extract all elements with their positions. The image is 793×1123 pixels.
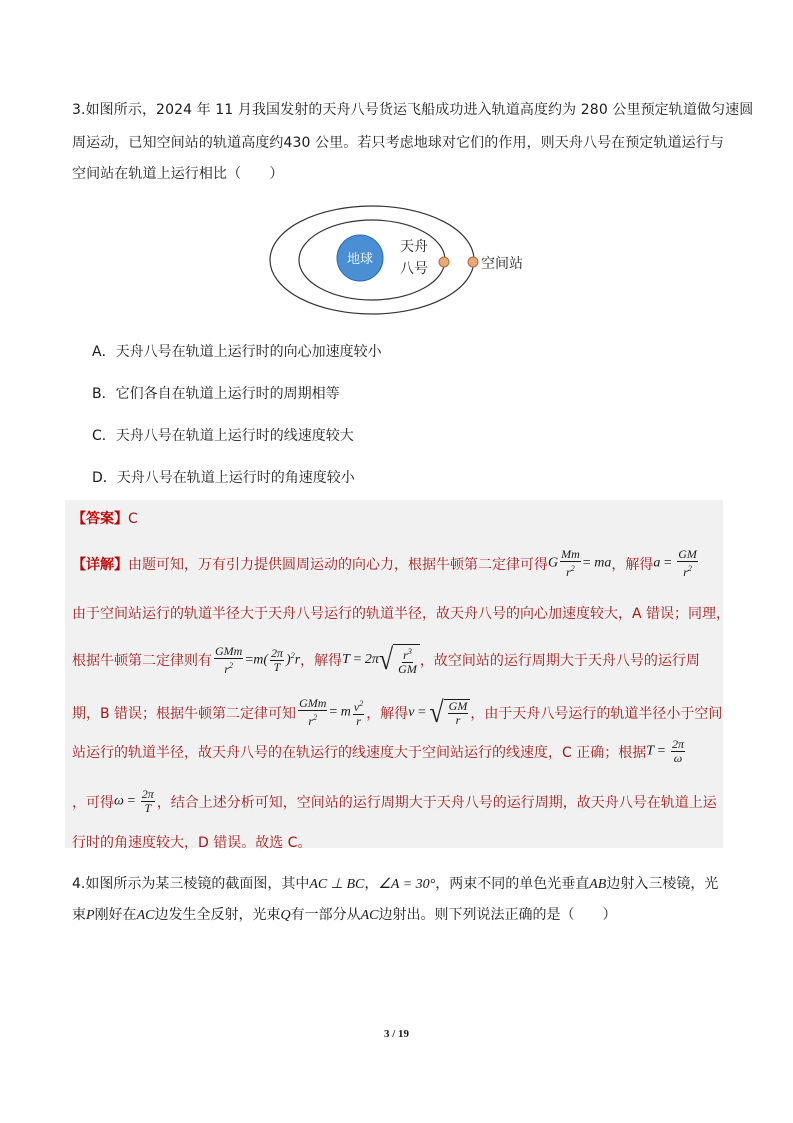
q4-math-perp: AC ⊥ BC	[309, 877, 365, 892]
q4-text-1b: ，	[364, 876, 379, 892]
q4-text-2b: 刚好在	[94, 907, 137, 923]
option-c: C．天舟八号在轨道上运行时的线速度较大	[92, 428, 354, 444]
detail-line-5	[72, 738, 687, 765]
detail-text-4b: ，解得	[366, 705, 409, 722]
q3-stem-line-2: 周运动，已知空间站的轨道高度约430 公里。若只考虑地球对它们的作用，则天舟八号在预定轨道运行与	[72, 135, 724, 151]
detail-text-5a: 站运行的轨道半径，故天舟八号的在轨运行的线速度大于空间站运行的线速度，C 正确；根据	[72, 744, 647, 761]
detail-line-4	[72, 697, 722, 728]
q4-text-2d: 有一部分从	[290, 907, 361, 923]
formula-T: T = 2π √ $\frac{r^3}{GM}$	[342, 644, 420, 676]
tianzhou-label-2: 八号	[400, 261, 428, 277]
formula-gravity-ma: G $\frac{Mm}{r^2}$ = ma	[548, 547, 612, 579]
detail-text-3a: 根据牛顿第二定律则有	[72, 653, 212, 669]
q4-text-1a: 4.如图所示为某三棱镜的截面图，其中	[72, 876, 310, 892]
q4-text-1d: 边射入三棱镜，光	[606, 876, 719, 892]
detail-text-4c: ，由于天舟八号运行的轨道半径小于空间	[470, 705, 723, 722]
detail-line-3	[72, 644, 700, 676]
q4-math-ac: AC	[136, 908, 155, 923]
detail-text-6a: ，可得	[72, 794, 114, 811]
answer-tag: 【答案】	[72, 511, 128, 527]
q3-stem-line-1: 3.如图所示，2024 年 11 月我国发射的天舟八号货运飞船成功进入轨道高度约为 280 公里预定轨道做匀速圆	[72, 102, 754, 118]
tianzhou-satellite	[439, 257, 449, 267]
tianzhou-label-1: 天舟	[400, 239, 428, 255]
q4-text-2c: 边发生全反射，光束	[154, 907, 281, 923]
station-label: 空间站	[481, 256, 523, 272]
detail-text-6b: ，结合上述分析可知，空间站的运行周期大于天舟八号的运行周期，故天舟八号在轨道上运	[156, 794, 717, 811]
detail-line-2: 由于空间站运行的轨道半径大于天舟八号运行的轨道半径，故天舟八号的向心加速度较大，A 错误；同理，	[72, 606, 731, 622]
formula-period-force: $\frac{\text{GMm}}{r^2}$ =m( $\frac{2\pi}{T}$ )$^2$r	[215, 643, 301, 676]
detail-text-3b: ，解得	[300, 653, 343, 669]
q4-text-1c: ，两束不同的单色光垂直	[435, 876, 590, 892]
q4-stem-line-2	[72, 905, 616, 926]
detail-line-6	[72, 788, 717, 815]
q4-text-2a: 束	[72, 907, 86, 923]
detail-text-4a: 期，B 错误；根据牛顿第二定律可知	[72, 705, 297, 722]
detail-tag: 【详解】	[72, 556, 128, 573]
formula-omega: ω = $\frac{2\pi}{T}$	[114, 787, 154, 815]
earth-label: 地球	[346, 252, 374, 267]
q4-math-ac-2: AC	[360, 908, 379, 923]
q4-math-p: P	[86, 908, 95, 923]
option-d: D．天舟八号在轨道上运行时的角速度较小	[92, 470, 355, 486]
orbit-diagram	[250, 200, 540, 320]
option-a: A．天舟八号在轨道上运行时的向心加速度较小	[92, 344, 382, 360]
detail-line-7: 行时的角速度较大，D 错误。故选 C。	[72, 835, 312, 851]
detail-line-1	[72, 548, 700, 579]
formula-velocity-force: $\frac{\text{GMm}}{r^2}$ = m $\frac{v^2}{r}$	[299, 696, 364, 728]
detail-text-1a: 由题可知，万有引力提供圆周运动的向心力，根据牛顿第二定律可得	[128, 556, 548, 573]
detail-text-1b: ，解得	[611, 556, 654, 573]
q4-math-ab: AB	[589, 877, 607, 892]
q4-math-angle: ∠A = 30°	[378, 877, 436, 892]
answer-value: C	[128, 511, 138, 527]
page-number: 3 / 19	[383, 1028, 410, 1040]
option-b: B．它们各自在轨道上运行时的周期相等	[92, 386, 340, 402]
space-station-satellite	[468, 257, 478, 267]
q4-stem-line-1	[72, 874, 718, 895]
q4-text-2e: 边射出。则下列说法正确的是（ ）	[378, 907, 617, 923]
q3-stem-line-3: 空间站在轨道上运行相比（ ）	[72, 166, 284, 182]
answer-line	[72, 508, 138, 528]
formula-T-omega: T = $\frac{2\pi}{\omega}$	[646, 737, 684, 765]
detail-text-3c: ，故空间站的运行周期大于天舟八号的运行周	[419, 653, 700, 669]
formula-v: v = √ $\frac{GM}{r}$	[408, 698, 470, 728]
q4-math-q: Q	[280, 908, 291, 923]
formula-a: a = $\frac{GM}{r^2}$	[653, 547, 697, 579]
